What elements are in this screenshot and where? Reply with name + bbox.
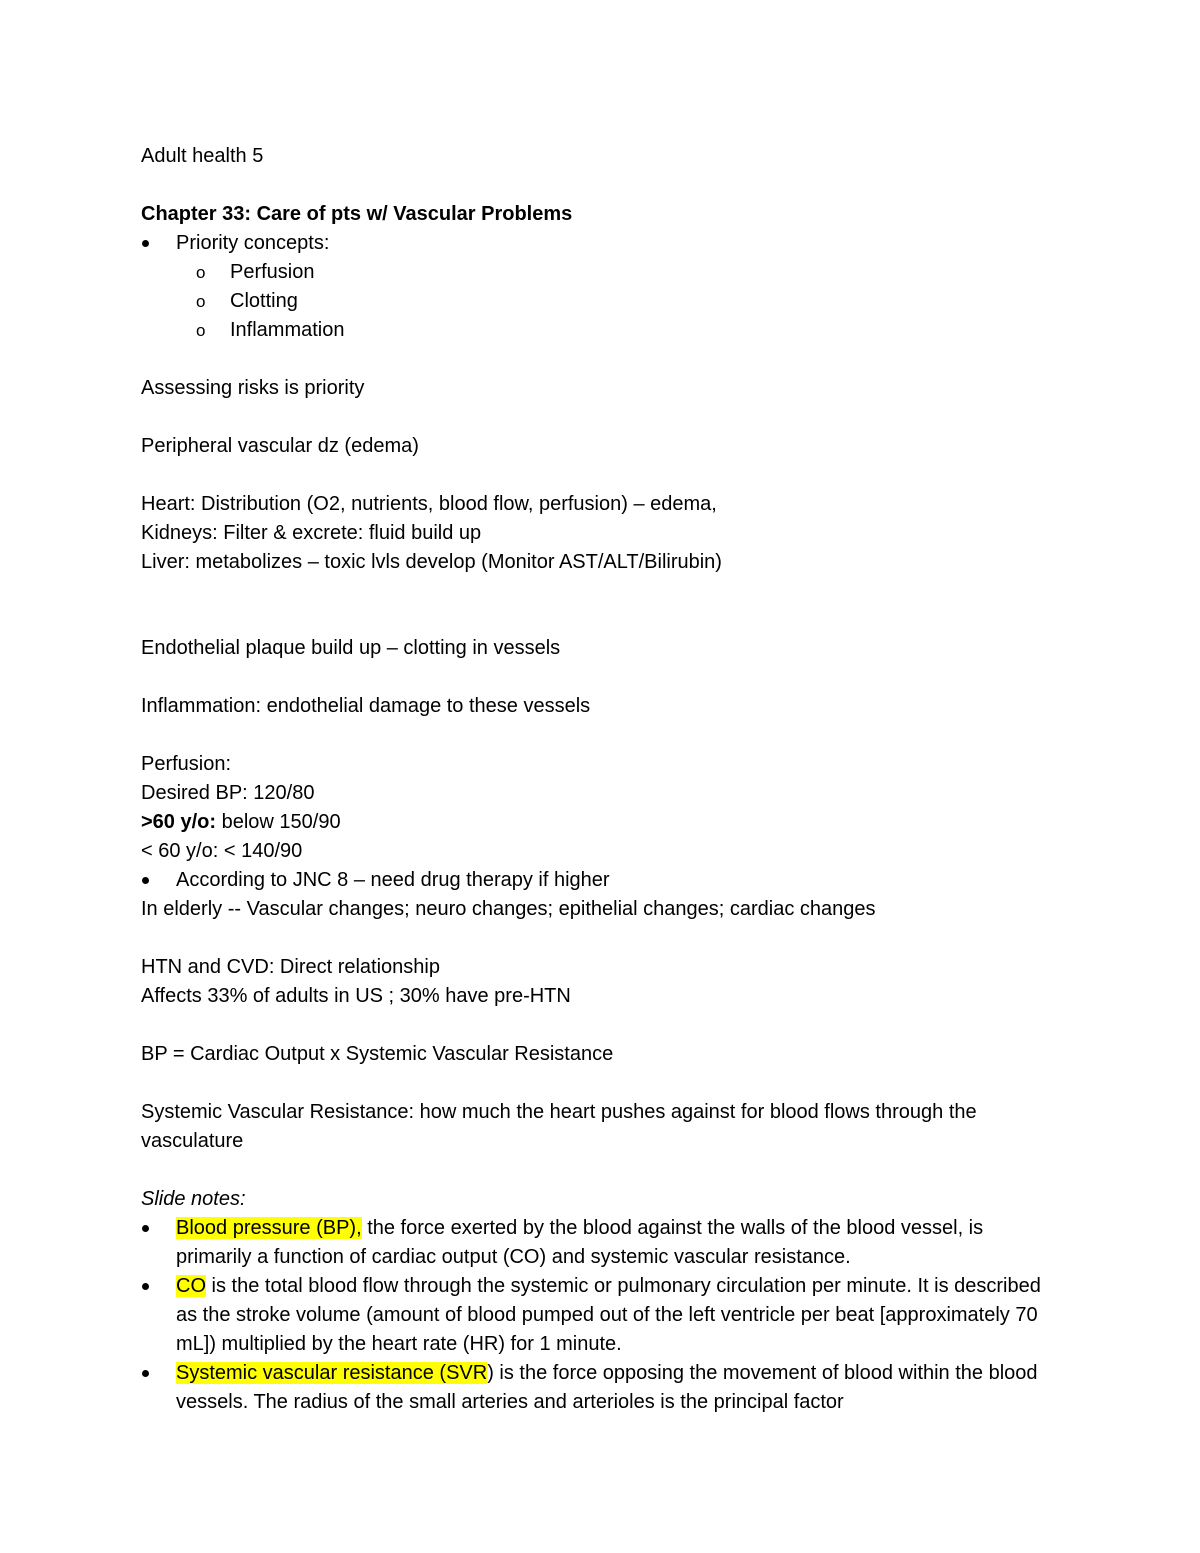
- bullet-icon: [142, 1225, 149, 1232]
- chapter-heading: Chapter 33: Care of pts w/ Vascular Problems: [141, 203, 573, 225]
- bullet-item: CO is the total blood flow through the systemic or pulmonary circulation per minute. It is described as the stroke volume (amount of blood pumped out of the left ventricle per beat [approximately 70 mL]) multiplied by the heart rate (HR) for 1 minute.: [141, 1272, 1051, 1359]
- paragraph: Desired BP: 120/80: [141, 782, 315, 804]
- bullet-icon: [142, 877, 149, 884]
- paragraph: < 60 y/o: < 140/90: [141, 840, 303, 862]
- paragraph: Kidneys: Filter & excrete: fluid build up: [141, 522, 482, 544]
- sub-bullet-item: o Clotting: [141, 287, 1051, 316]
- bullet-item: Blood pressure (BP), the force exerted by the blood against the walls of the blood vessel, is primarily a function of cardiac output (CO) and systemic vascular resistance.: [141, 1214, 1051, 1272]
- paragraph: Systemic Vascular Resistance: how much the heart pushes against for blood flows through the vasculature: [141, 1101, 977, 1152]
- paragraph: Perfusion:: [141, 753, 232, 775]
- paragraph: Affects 33% of adults in US ; 30% have pre-HTN: [141, 985, 571, 1007]
- sub-bullet-item: o Perfusion: [141, 258, 1051, 287]
- document-title: Adult health 5: [141, 145, 264, 167]
- bullet-icon: [142, 1283, 149, 1290]
- paragraph: Heart: Distribution (O2, nutrients, blood flow, perfusion) – edema,: [141, 493, 717, 515]
- circle-bullet-icon: o: [196, 292, 206, 311]
- document-body: [141, 142, 1051, 1417]
- bullet-item: Systemic vascular resistance (SVR) is the force opposing the movement of blood within the blood vessels. The radius of the small arteries and arterioles is the principal factor: [141, 1359, 1051, 1417]
- paragraph: Liver: metabolizes – toxic lvls develop (Monitor AST/ALT/Bilirubin): [141, 551, 722, 573]
- circle-bullet-icon: o: [196, 321, 206, 340]
- circle-bullet-icon: o: [196, 263, 206, 282]
- bullet-item: Priority concepts:: [141, 229, 1051, 258]
- paragraph: Slide notes:: [141, 1188, 246, 1210]
- paragraph: BP = Cardiac Output x Systemic Vascular Resistance: [141, 1043, 614, 1065]
- paragraph: Inflammation: endothelial damage to these vessels: [141, 695, 591, 717]
- bullet-item: According to JNC 8 – need drug therapy if higher: [141, 866, 1051, 895]
- paragraph: In elderly -- Vascular changes; neuro changes; epithelial changes; cardiac changes: [141, 898, 876, 920]
- paragraph: Endothelial plaque build up – clotting in vessels: [141, 637, 561, 659]
- bullet-icon: [142, 240, 149, 247]
- bullet-icon: [142, 1370, 149, 1377]
- sub-bullet-item: o Inflammation: [141, 316, 1051, 345]
- paragraph: HTN and CVD: Direct relationship: [141, 956, 440, 978]
- paragraph: >60 y/o: below 150/90: [141, 811, 341, 833]
- paragraph: Peripheral vascular dz (edema): [141, 435, 419, 457]
- paragraph: Assessing risks is priority: [141, 377, 365, 399]
